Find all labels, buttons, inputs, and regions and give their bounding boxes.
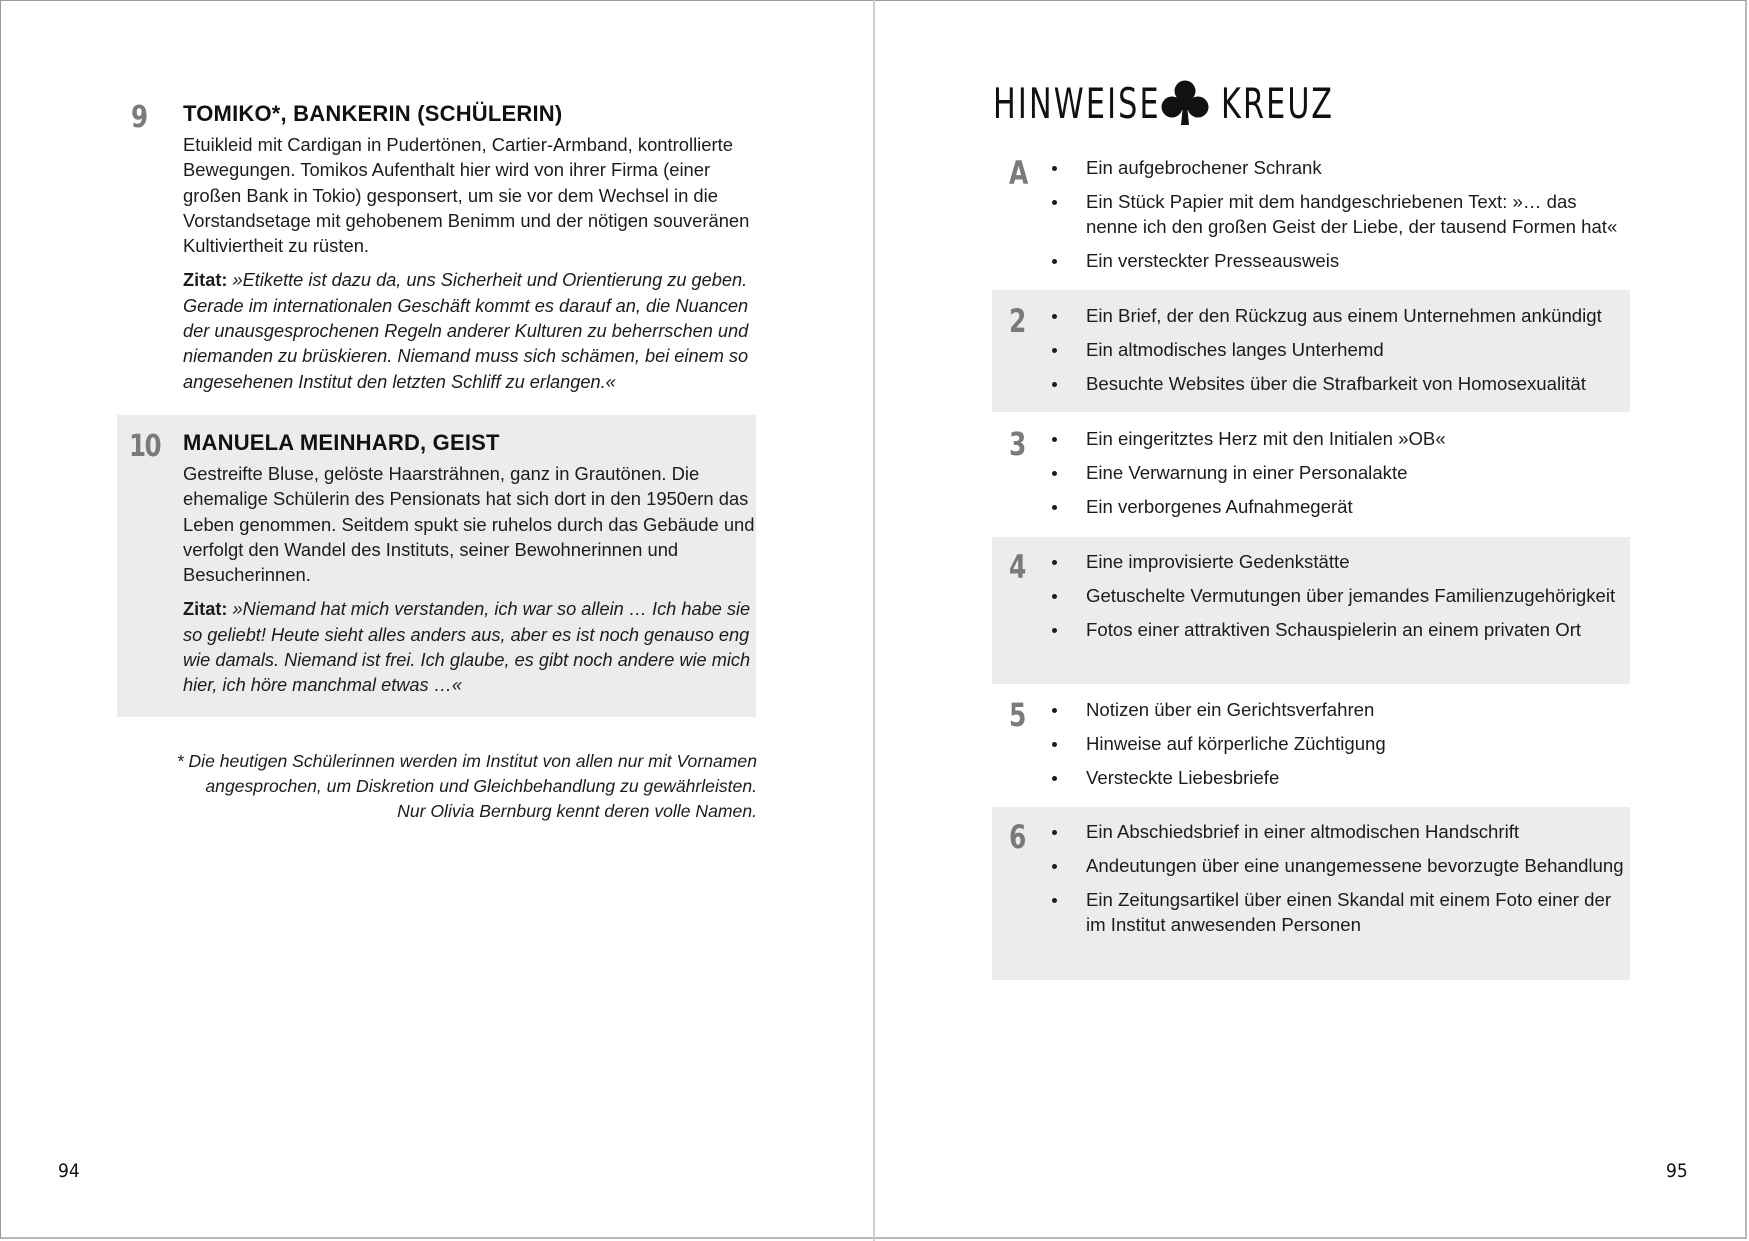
quote-label: Zitat: [183, 270, 228, 291]
bullet-icon [1052, 594, 1057, 599]
clue-item: Ein aufgebrochener Schrank [1050, 155, 1630, 180]
footnote-line: angesprochen, um Diskretion und Gleichbehandlung zu gewährleisten. [205, 776, 757, 796]
bullet-icon [1052, 200, 1057, 205]
clue-item: Hinweise auf körperliche Züchtigung [1050, 731, 1630, 756]
clue-item: Versteckte Liebesbriefe [1050, 765, 1630, 790]
quote-text: »Etikette ist dazu da, uns Sicherheit und Orientierung zu geben. Gerade im internationalen Geschäft kommt es darauf an, die Nuancen der unausgesprochenen Regeln anderer Kulturen zu beherrschen und niemanden zu brüskieren. Niemand muss sich schämen, bei einem so angesehenen Institut den letzten Schliff zu erlangen.« [183, 270, 749, 392]
title-text-kreuz: KREUZ [1221, 78, 1335, 128]
clue-item: Ein Stück Papier mit dem handgeschriebenen Text: »… das nenne ich den großen Geist der Liebe, der tausend Formen hat« [1050, 189, 1630, 240]
clue-group-2 [992, 290, 1630, 412]
clue-list [1050, 549, 1630, 642]
clue-group-5 [992, 697, 1630, 790]
right-page [875, 0, 1749, 1241]
bullet-icon [1052, 628, 1057, 633]
footnote-line: Nur Olivia Bernburg kennt deren volle Namen. [397, 801, 757, 821]
entry-description: Gestreifte Bluse, gelöste Haarsträhnen, ganz in Grautönen. Die ehemalige Schülerin des Pensionats hat sich dort in den 1950ern das Leben genommen. Seitdem spukt sie ruhelos durch das Gebäude und verfolgt den Wandel des Instituts, seiner Bewohnerinnen und Besucherinnen. [183, 463, 755, 586]
clue-item: Notizen über ein Gerichtsverfahren [1050, 697, 1630, 722]
clue-item: Ein altmodisches langes Unterhemd [1050, 337, 1630, 362]
clue-item: Eine Verwarnung in einer Personalakte [1050, 460, 1630, 485]
entry-description: Etuikleid mit Cardigan in Pudertönen, Cartier-Armband, kontrollierte Bewegungen. Tomikos Aufenthalt hier wird von ihrer Firma (einer großen Bank in Tokio) gesponsert, um sie vor dem Wechsel in die Vorstandsetage mit gehobenem Benimm und der nötigen souveränen Kultiviertheit zu rüsten. [183, 134, 750, 257]
footnote-line: * Die heutigen Schülerinnen werden im Institut von allen nur mit Vornamen [176, 751, 757, 771]
character-entry-9 [117, 100, 756, 395]
clue-item: Getuschelte Vermutungen über jemandes Familienzugehörigkeit [1050, 583, 1630, 608]
clue-list [1050, 819, 1630, 937]
footnote [140, 749, 757, 824]
entry-number: 10 [129, 429, 160, 464]
clue-item: Ein eingeritztes Herz mit den Initialen »OB« [1050, 426, 1630, 451]
clue-list [1050, 303, 1630, 396]
clue-list [1050, 155, 1630, 273]
club-suit-icon [1159, 79, 1211, 127]
quote-text: »Niemand hat mich verstanden, ich war so allein … Ich habe sie so geliebt! Heute sieht alles anders aus, aber es ist noch genauso eng wie damals. Niemand ist frei. Ich glaube, es gibt noch andere wie mich hier, ich höre manchmal etwas …« [183, 599, 751, 696]
bullet-icon [1052, 348, 1057, 353]
bullet-icon [1052, 471, 1057, 476]
bullet-icon [1052, 505, 1057, 510]
clue-group-4 [992, 537, 1630, 684]
bullet-icon [1052, 437, 1057, 442]
bullet-icon [1052, 708, 1057, 713]
bullet-icon [1052, 742, 1057, 747]
bullet-icon [1052, 259, 1057, 264]
page-number: 95 [1666, 1160, 1688, 1182]
page-number: 94 [58, 1160, 80, 1182]
bullet-icon [1052, 382, 1057, 387]
character-entry-10 [117, 415, 756, 717]
bullet-icon [1052, 898, 1057, 903]
clue-key: 5 [1009, 696, 1027, 734]
bullet-icon [1052, 560, 1057, 565]
clue-item: Andeutungen über eine unangemessene bevorzugte Behandlung [1050, 853, 1630, 878]
quote-label: Zitat: [183, 599, 228, 620]
clue-item: Ein verborgenes Aufnahmegerät [1050, 494, 1630, 519]
clue-key: 3 [1009, 425, 1027, 463]
clue-group-6 [992, 807, 1630, 980]
bullet-icon [1052, 314, 1057, 319]
entry-title: MANUELA MEINHARD, GEIST [183, 430, 500, 455]
clue-item: Fotos einer attraktiven Schauspielerin an einem privaten Ort [1050, 617, 1630, 642]
clue-group-a [992, 155, 1630, 273]
clue-key: 6 [1009, 818, 1027, 856]
bullet-icon [1052, 864, 1057, 869]
clue-key: A [1009, 154, 1029, 192]
entry-quote [183, 597, 756, 698]
clue-list [1050, 426, 1630, 519]
clue-list [1050, 697, 1630, 790]
clue-item: Eine improvisierte Gedenkstätte [1050, 549, 1630, 574]
clue-item: Ein Zeitungsartikel über einen Skandal mit einem Foto einer der im Institut anwesenden Personen [1050, 887, 1630, 938]
entry-title: TOMIKO*, BANKERIN (SCHÜLERIN) [183, 101, 563, 126]
clue-key: 2 [1009, 302, 1027, 340]
clue-key: 4 [1009, 548, 1027, 586]
clue-item: Ein Brief, der den Rückzug aus einem Unternehmen ankündigt [1050, 303, 1630, 328]
entry-quote [183, 268, 756, 394]
bullet-icon [1052, 830, 1057, 835]
entry-number: 9 [131, 100, 147, 135]
clue-item: Besuchte Websites über die Strafbarkeit von Homosexualität [1050, 371, 1630, 396]
clue-item: Ein Abschiedsbrief in einer altmodischen Handschrift [1050, 819, 1630, 844]
left-page [0, 0, 873, 1241]
clue-group-3 [992, 426, 1630, 519]
clue-item: Ein versteckter Presseausweis [1050, 248, 1630, 273]
page-title [993, 78, 1361, 128]
bullet-icon [1052, 166, 1057, 171]
title-text-hinweise: HINWEISE [993, 78, 1161, 128]
bullet-icon [1052, 776, 1057, 781]
